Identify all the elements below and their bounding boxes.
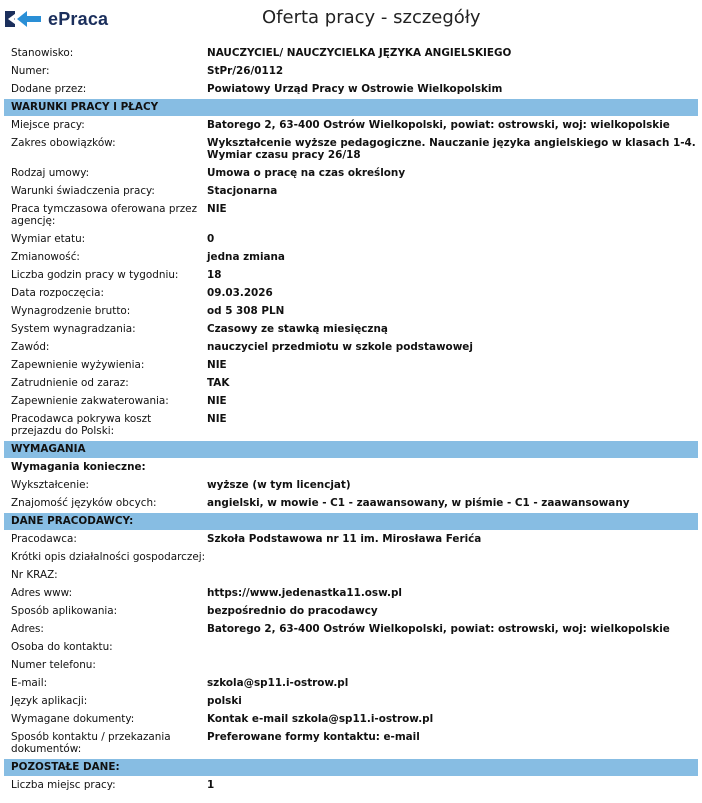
field-value [204,566,698,569]
field-value: Powiatowy Urząd Pracy w Ostrowie Wielkopolskim [207,83,503,95]
field-value: od 5 308 PLN [207,305,285,317]
field-value: NIE [207,359,227,371]
detail-row [4,266,698,284]
field-label: Adres: [11,623,44,635]
header [0,0,702,40]
field-label: Zapewnienie zakwaterowania: [11,395,169,407]
field-value: Batorego 2, 63-400 Ostrów Wielkopolski, powiat: ostrowski, woj: wielkopolskie [207,119,670,131]
field-label: Osoba do kontaktu: [11,641,113,653]
field-value [204,638,698,641]
detail-row [4,200,698,230]
field-label: Adres www: [11,587,73,599]
detail-row [4,638,698,656]
detail-row [4,728,698,758]
detail-row [4,80,698,98]
field-label: Sposób aplikowania: [11,605,118,617]
field-label: Liczba godzin pracy w tygodniu: [11,269,179,281]
field-label: E-mail: [11,677,48,689]
detail-row [4,584,698,602]
field-label: Liczba miejsc pracy: [11,779,116,791]
field-value: 18 [207,269,222,281]
detail-row [4,656,698,674]
detail-row [4,692,698,710]
detail-row [4,548,698,566]
detail-row [4,302,698,320]
field-value: NIE [207,413,227,425]
field-value: Czasowy ze stawką miesięczną [207,323,388,335]
website-link[interactable]: https://www.jedenastka11.osw.pl [207,587,402,599]
detail-row [4,410,698,440]
field-value: TAK [207,377,230,389]
field-label: Pracodawca: [11,533,77,545]
field-value: 0 [207,233,215,245]
offer-details [4,44,698,794]
field-value: NIE [207,395,227,407]
detail-row [4,356,698,374]
field-value: NIE [207,203,227,215]
field-value: 1 [207,779,215,791]
field-label: Zawód: [11,341,50,353]
section-header: DANE PRACODAWCY: [4,513,698,530]
document-title: Oferta pracy - szczegóły [262,7,481,28]
detail-row [4,674,698,692]
detail-row [4,392,698,410]
detail-row [4,320,698,338]
field-value: polski [207,695,242,707]
field-label: Krótki opis działalności gospodarczej: [11,551,206,563]
field-value: 09.03.2026 [207,287,273,299]
detail-row [4,566,698,584]
field-label: Data rozpoczęcia: [11,287,104,299]
field-label: Numer: [11,65,50,77]
detail-row [4,494,698,512]
field-label: Wykształcenie: [11,479,89,491]
email-link[interactable]: szkola@sp11.i-ostrow.pl [207,677,349,689]
field-label: Język aplikacji: [11,695,88,707]
section-header: WARUNKI PRACY I PŁACY [4,99,698,116]
detail-row [4,620,698,638]
detail-row [4,248,698,266]
field-label: Warunki świadczenia pracy: [11,185,155,197]
field-label: Dodane przez: [11,83,87,95]
detail-row [4,182,698,200]
field-label: Miejsce pracy: [11,119,85,131]
field-label: Zatrudnienie od zaraz: [11,377,129,389]
detail-row [4,476,698,494]
section-header: WYMAGANIA [4,441,698,458]
field-value: angielski, w mowie - C1 - zaawansowany, w piśmie - C1 - zaawansowany [207,497,630,509]
field-value: Batorego 2, 63-400 Ostrów Wielkopolski, powiat: ostrowski, woj: wielkopolskie [207,623,670,635]
field-value: Stacjonarna [207,185,278,197]
detail-row [4,776,698,794]
epraca-logo-icon [3,8,43,30]
detail-row [4,44,698,62]
detail-row [4,116,698,134]
field-label: Wymiar etatu: [11,233,86,245]
field-label: Wymagane dokumenty: [11,713,135,725]
field-label: Stanowisko: [11,47,74,59]
field-value: jedna zmiana [207,251,285,263]
field-value: StPr/26/0112 [207,65,284,77]
section-header: POZOSTAŁE DANE: [4,759,698,776]
field-label: Nr KRAZ: [11,569,58,581]
detail-row [4,602,698,620]
field-label: Zakres obowiązków: [11,137,116,149]
field-value [204,656,698,659]
detail-row [4,374,698,392]
field-label: Zmianowość: [11,251,80,263]
field-label: Pracodawca pokrywa koszt przejazdu do Polski: [11,413,152,437]
field-label: Wynagrodzenie brutto: [11,305,131,317]
field-value: NAUCZYCIEL/ NAUCZYCIELKA JĘZYKA ANGIELSKIEGO [207,47,512,59]
detail-row [4,284,698,302]
logo-text: ePraca [48,8,109,29]
detail-row [4,62,698,80]
detail-row [4,134,698,164]
field-label: Znajomość języków obcych: [11,497,157,509]
field-label: Zapewnienie wyżywienia: [11,359,145,371]
field-value: bezpośrednio do pracodawcy [207,605,378,617]
field-label: System wynagradzania: [11,323,136,335]
detail-row [4,710,698,728]
field-label: Sposób kontaktu / przekazania dokumentów: [11,731,171,755]
field-value: Preferowane formy kontaktu: e-mail [207,731,420,743]
epraca-logo [3,8,108,30]
field-label: Numer telefonu: [11,659,96,671]
field-value [264,548,698,551]
field-value: nauczyciel przedmiotu w szkole podstawowej [207,341,473,353]
field-value: Wykształcenie wyższe pedagogiczne. Nauczanie języka angielskiego w klasach 1-4. Wymiar czasu pracy 26/18 [207,137,696,161]
detail-row [4,530,698,548]
section-subheading: Wymagania konieczne: [11,461,146,473]
field-label: Rodzaj umowy: [11,167,90,179]
field-value: Kontak e-mail szkola@sp11.i-ostrow.pl [207,713,434,725]
field-value: Umowa o pracę na czas określony [207,167,406,179]
detail-row [4,164,698,182]
field-label: Praca tymczasowa oferowana przez agencję: [11,203,198,227]
field-value: wyższe (w tym licencjat) [207,479,351,491]
field-value: Szkoła Podstawowa nr 11 im. Mirosława Ferića [207,533,482,545]
detail-row [4,338,698,356]
detail-row [4,230,698,248]
